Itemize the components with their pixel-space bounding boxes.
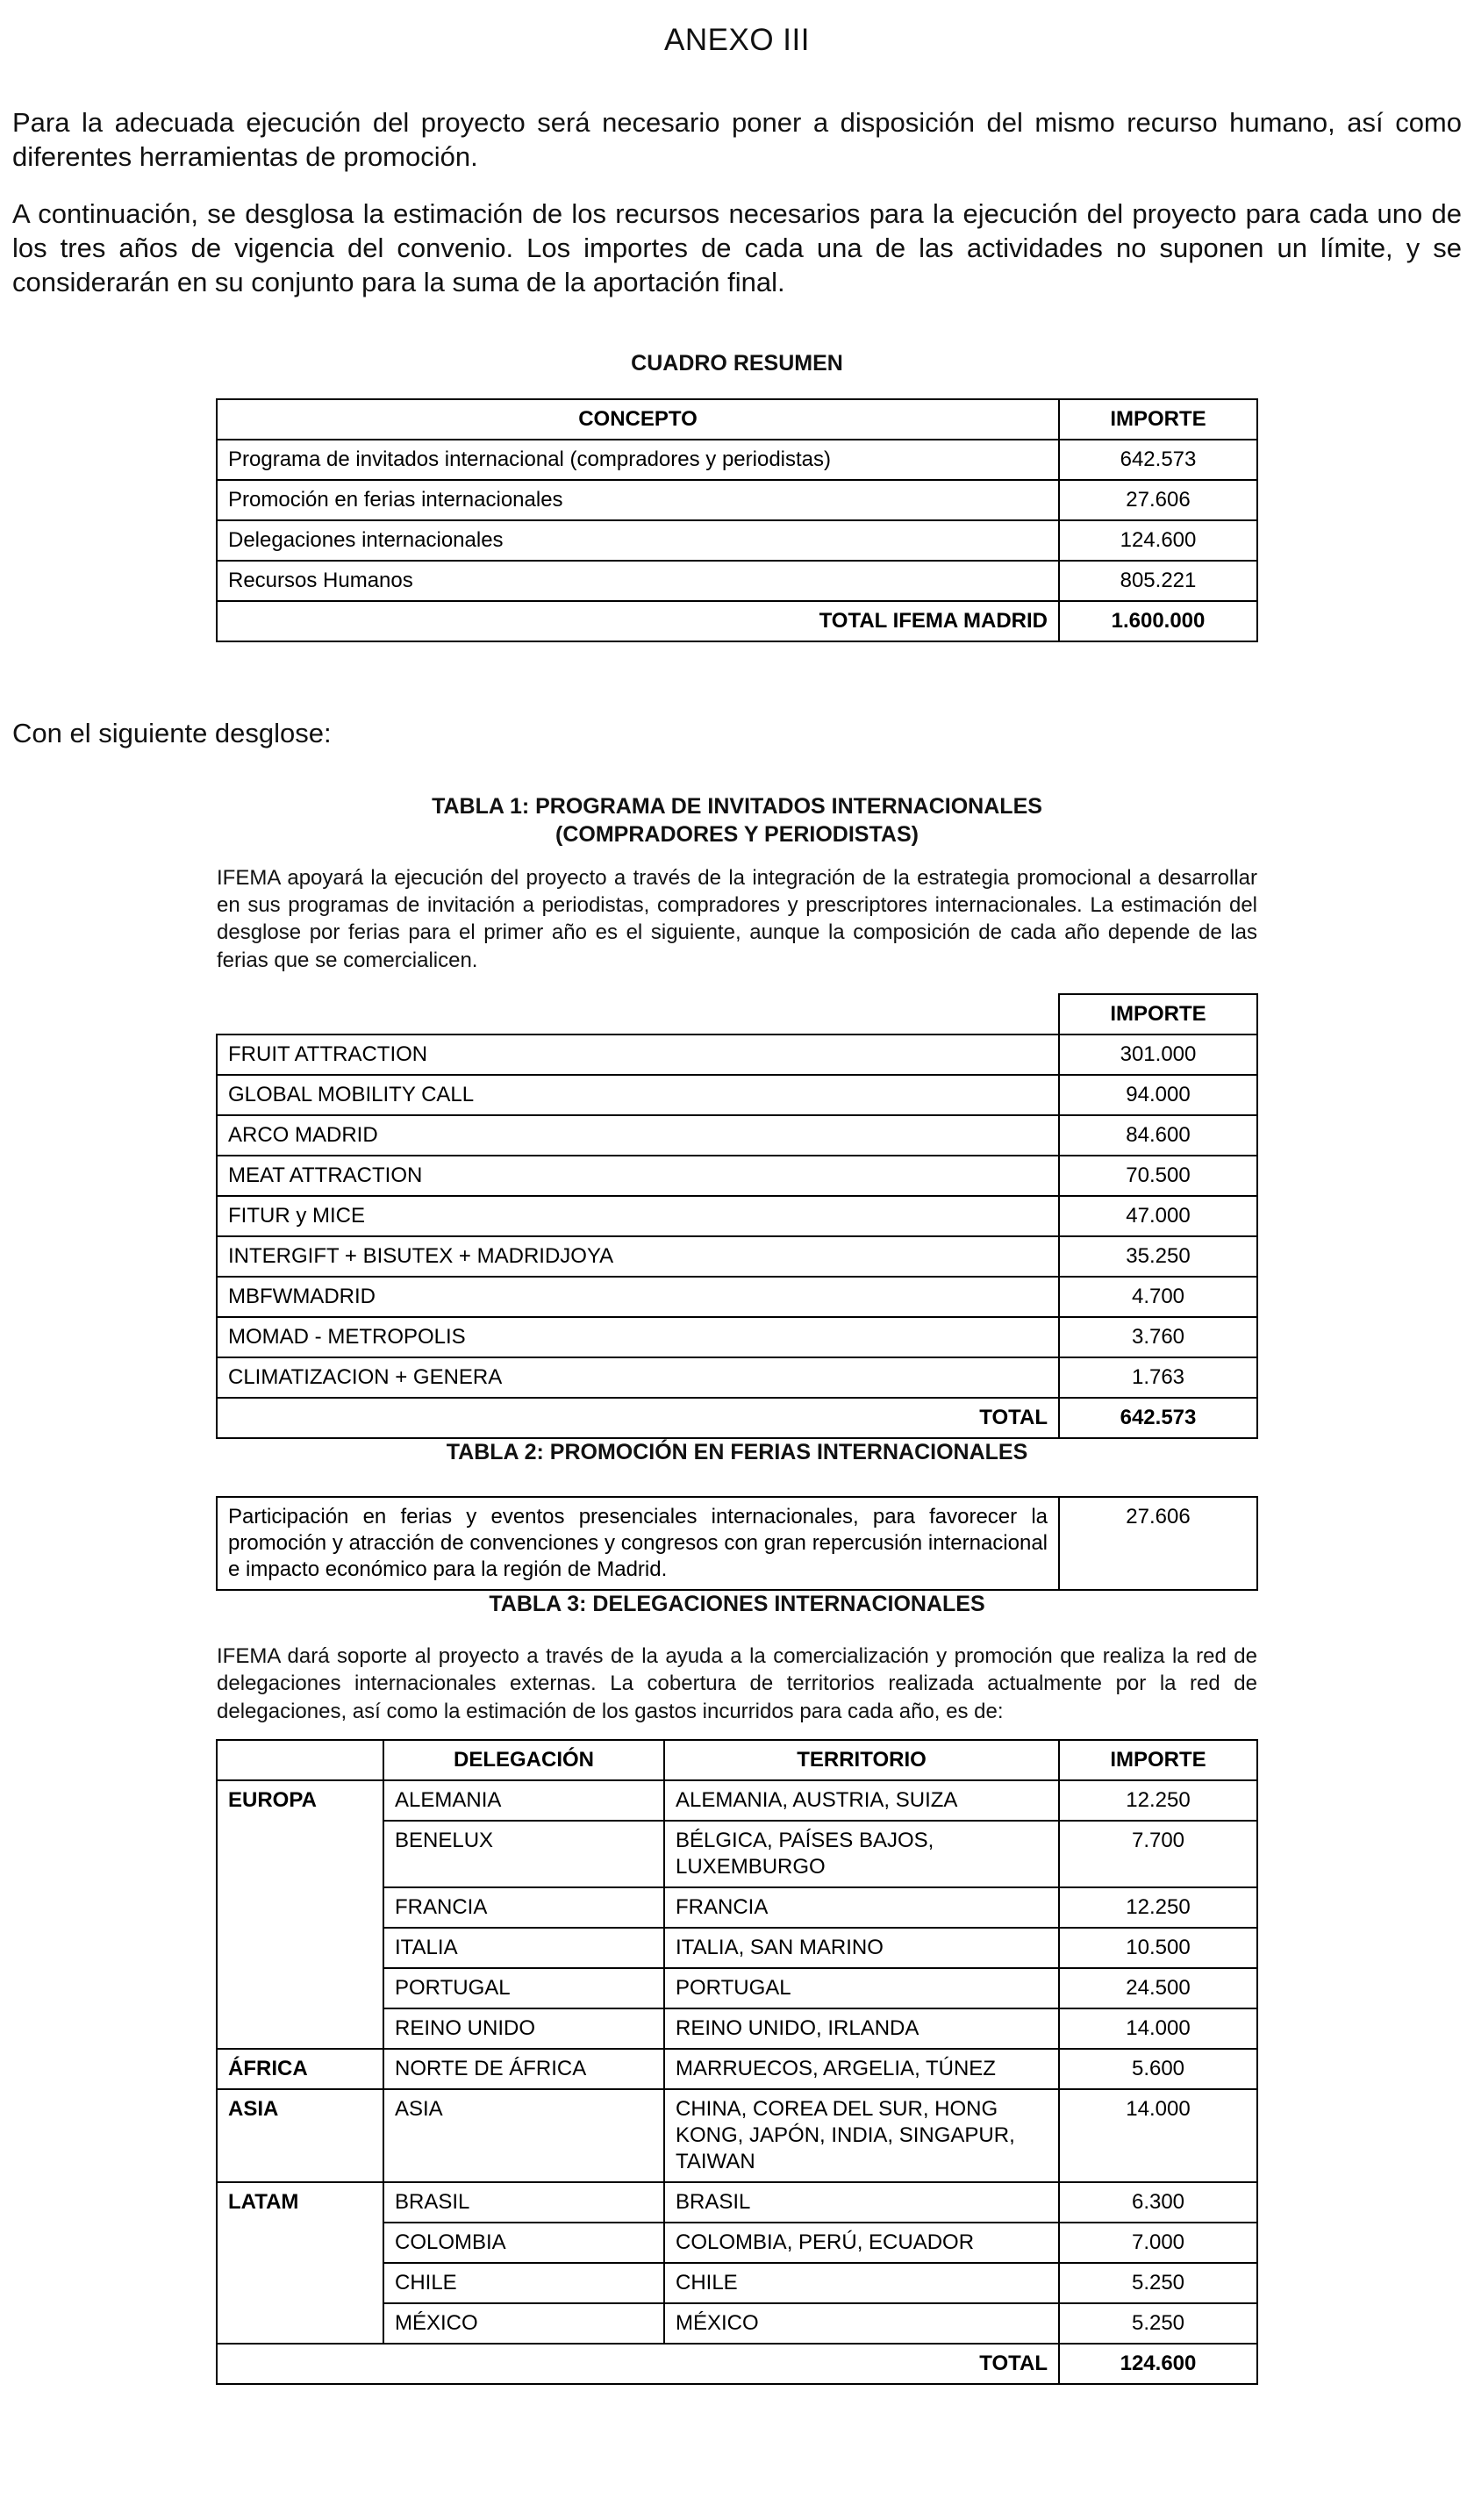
importe-cell: 10.500 bbox=[1059, 1928, 1257, 1968]
feria-cell: CLIMATIZACION + GENERA bbox=[217, 1357, 1059, 1398]
table-row bbox=[217, 440, 1257, 480]
table-row bbox=[217, 1236, 1257, 1277]
importe-cell: 7.000 bbox=[1059, 2223, 1257, 2263]
table1-total-row bbox=[217, 1398, 1257, 1438]
delegacion-cell: NORTE DE ÁFRICA bbox=[383, 2049, 664, 2089]
importe-cell: 12.250 bbox=[1059, 1780, 1257, 1821]
importe-cell: 805.221 bbox=[1059, 561, 1257, 601]
table-row bbox=[217, 1317, 1257, 1357]
delegacion-cell: PORTUGAL bbox=[383, 1968, 664, 2008]
table1-paragraph: IFEMA apoyará la ejecución del proyecto a través de la integración de la estrategia promocional a desarrollar en sus programas de invitación a periodistas, compradores y prescriptores internacionales. La estimación del desglose por ferias para el primer año es el siguiente, aunque la composición de cada año depende de las ferias que se comercialicen. bbox=[217, 865, 1257, 972]
importe-cell: 7.700 bbox=[1059, 1821, 1257, 1887]
total-value: 1.600.000 bbox=[1059, 601, 1257, 641]
table-row bbox=[217, 1497, 1257, 1590]
total-label: TOTAL bbox=[217, 2344, 1059, 2384]
table2-promocion bbox=[216, 1496, 1258, 1591]
concepto-cell: Delegaciones internacionales bbox=[217, 520, 1059, 561]
delegacion-cell: COLOMBIA bbox=[383, 2223, 664, 2263]
delegacion-cell: BRASIL bbox=[383, 2182, 664, 2223]
table-row bbox=[217, 1196, 1257, 1236]
table-row bbox=[217, 480, 1257, 520]
territorio-cell: PORTUGAL bbox=[664, 1968, 1059, 2008]
summary-table-title: CUADRO RESUMEN bbox=[631, 351, 843, 376]
importe-cell: 4.700 bbox=[1059, 1277, 1257, 1317]
table1-title-line2: (COMPRADORES Y PERIODISTAS) bbox=[555, 821, 919, 847]
territorio-cell: CHINA, COREA DEL SUR, HONG KONG, JAPÓN, INDIA, SINGAPUR, TAIWAN bbox=[664, 2089, 1059, 2182]
concepto-cell: Programa de invitados internacional (compradores y periodistas) bbox=[217, 440, 1059, 480]
territorio-cell: REINO UNIDO, IRLANDA bbox=[664, 2008, 1059, 2049]
intro-paragraph-1: Para la adecuada ejecución del proyecto será necesario poner a disposición del mismo recurso humano, así como diferentes herramientas de promoción. bbox=[12, 107, 1462, 173]
territorio-cell: BRASIL bbox=[664, 2182, 1059, 2223]
territorio-cell: MÉXICO bbox=[664, 2303, 1059, 2344]
region-cell: LATAM bbox=[217, 2182, 383, 2344]
importe-cell: 12.250 bbox=[1059, 1887, 1257, 1928]
table3-delegaciones bbox=[216, 1739, 1258, 2385]
feria-cell: MEAT ATTRACTION bbox=[217, 1156, 1059, 1196]
feria-cell: FITUR y MICE bbox=[217, 1196, 1059, 1236]
summary-header-importe: IMPORTE bbox=[1059, 399, 1257, 440]
table3-paragraph: IFEMA dará soporte al proyecto a través de la ayuda a la comercialización y promoción que realiza la red de delegaciones internacionales externas. La cobertura de territorios realizada actualmente por la red de delegaciones, así como la estimación de los gastos incurridos para cada año, es de: bbox=[217, 1644, 1257, 1723]
delegacion-cell: CHILE bbox=[383, 2263, 664, 2303]
delegacion-cell: ALEMANIA bbox=[383, 1780, 664, 1821]
delegacion-cell: ITALIA bbox=[383, 1928, 664, 1968]
table-row bbox=[217, 2049, 1257, 2089]
table1-header-importe: IMPORTE bbox=[1059, 994, 1257, 1034]
importe-cell: 70.500 bbox=[1059, 1156, 1257, 1196]
table-row bbox=[217, 1357, 1257, 1398]
territorio-cell: ITALIA, SAN MARINO bbox=[664, 1928, 1059, 1968]
summary-total-row bbox=[217, 601, 1257, 641]
page-title: ANEXO III bbox=[664, 23, 810, 57]
desglose-label: Con el siguiente desglose: bbox=[12, 718, 332, 749]
table1-header-row bbox=[217, 994, 1257, 1034]
summary-header-concepto: CONCEPTO bbox=[217, 399, 1059, 440]
importe-cell: 1.763 bbox=[1059, 1357, 1257, 1398]
importe-cell: 27.606 bbox=[1059, 480, 1257, 520]
importe-cell: 14.000 bbox=[1059, 2089, 1257, 2182]
table3-header-row bbox=[217, 1740, 1257, 1780]
table-row bbox=[217, 520, 1257, 561]
delegacion-cell: BENELUX bbox=[383, 1821, 664, 1887]
feria-cell: FRUIT ATTRACTION bbox=[217, 1034, 1059, 1075]
territorio-cell: MARRUECOS, ARGELIA, TÚNEZ bbox=[664, 2049, 1059, 2089]
total-value: 642.573 bbox=[1059, 1398, 1257, 1438]
feria-cell: ARCO MADRID bbox=[217, 1115, 1059, 1156]
importe-cell: 301.000 bbox=[1059, 1034, 1257, 1075]
table-row bbox=[217, 2089, 1257, 2182]
territorio-cell: FRANCIA bbox=[664, 1887, 1059, 1928]
importe-cell: 24.500 bbox=[1059, 1968, 1257, 2008]
delegacion-cell: REINO UNIDO bbox=[383, 2008, 664, 2049]
feria-cell: MOMAD - METROPOLIS bbox=[217, 1317, 1059, 1357]
region-cell: EUROPA bbox=[217, 1780, 383, 2049]
table-row bbox=[217, 1034, 1257, 1075]
territorio-cell: ALEMANIA, AUSTRIA, SUIZA bbox=[664, 1780, 1059, 1821]
table3-total-row bbox=[217, 2344, 1257, 2384]
region-cell: ASIA bbox=[217, 2089, 383, 2182]
importe-cell: 3.760 bbox=[1059, 1317, 1257, 1357]
intro-paragraph-2: A continuación, se desglosa la estimación de los recursos necesarios para la ejecución del proyecto para cada uno de los tres años de vigencia del convenio. Los importes de cada una de las actividades no suponen un límite, y se considerarán en su conjunto para la suma de la aportación final. bbox=[12, 198, 1462, 298]
table1-ferias bbox=[216, 993, 1258, 1439]
importe-cell: 27.606 bbox=[1059, 1497, 1257, 1590]
importe-cell: 47.000 bbox=[1059, 1196, 1257, 1236]
empty-header-cell bbox=[217, 994, 1059, 1034]
table-row bbox=[217, 1075, 1257, 1115]
importe-cell: 5.600 bbox=[1059, 2049, 1257, 2089]
importe-cell: 14.000 bbox=[1059, 2008, 1257, 2049]
total-label: TOTAL IFEMA MADRID bbox=[217, 601, 1059, 641]
summary-table bbox=[216, 398, 1258, 642]
feria-cell: MBFWMADRID bbox=[217, 1277, 1059, 1317]
importe-cell: 124.600 bbox=[1059, 520, 1257, 561]
table1-title bbox=[12, 793, 1462, 848]
promocion-text-cell: Participación en ferias y eventos presenciales internacionales, para favorecer la promoción y atracción de convenciones y congresos con gran repercusión internacional e impacto económico para la región de Madrid. bbox=[217, 1497, 1059, 1590]
table-row bbox=[217, 1115, 1257, 1156]
importe-cell: 5.250 bbox=[1059, 2303, 1257, 2344]
table-row bbox=[217, 2182, 1257, 2223]
importe-cell: 35.250 bbox=[1059, 1236, 1257, 1277]
importe-cell: 642.573 bbox=[1059, 440, 1257, 480]
territorio-cell: CHILE bbox=[664, 2263, 1059, 2303]
territorio-cell: COLOMBIA, PERÚ, ECUADOR bbox=[664, 2223, 1059, 2263]
concepto-cell: Recursos Humanos bbox=[217, 561, 1059, 601]
delegacion-cell: MÉXICO bbox=[383, 2303, 664, 2344]
empty-header-cell bbox=[217, 1740, 383, 1780]
table-row bbox=[217, 1277, 1257, 1317]
concepto-cell: Promoción en ferias internacionales bbox=[217, 480, 1059, 520]
table3-title: TABLA 3: DELEGACIONES INTERNACIONALES bbox=[489, 1591, 985, 1616]
importe-cell: 5.250 bbox=[1059, 2263, 1257, 2303]
importe-cell: 94.000 bbox=[1059, 1075, 1257, 1115]
delegacion-cell: FRANCIA bbox=[383, 1887, 664, 1928]
importe-cell: 84.600 bbox=[1059, 1115, 1257, 1156]
header-delegacion: DELEGACIÓN bbox=[383, 1740, 664, 1780]
importe-cell: 6.300 bbox=[1059, 2182, 1257, 2223]
header-importe: IMPORTE bbox=[1059, 1740, 1257, 1780]
table1-title-line1: TABLA 1: PROGRAMA DE INVITADOS INTERNACIONALES bbox=[432, 794, 1042, 820]
summary-header-row bbox=[217, 399, 1257, 440]
feria-cell: GLOBAL MOBILITY CALL bbox=[217, 1075, 1059, 1115]
table-row bbox=[217, 1780, 1257, 1821]
total-value: 124.600 bbox=[1059, 2344, 1257, 2384]
header-territorio: TERRITORIO bbox=[664, 1740, 1059, 1780]
table2-title: TABLA 2: PROMOCIÓN EN FERIAS INTERNACIONALES bbox=[446, 1439, 1028, 1464]
table-row bbox=[217, 561, 1257, 601]
region-cell: ÁFRICA bbox=[217, 2049, 383, 2089]
feria-cell: INTERGIFT + BISUTEX + MADRIDJOYA bbox=[217, 1236, 1059, 1277]
total-label: TOTAL bbox=[217, 1398, 1059, 1438]
territorio-cell: BÉLGICA, PAÍSES BAJOS, LUXEMBURGO bbox=[664, 1821, 1059, 1887]
delegacion-cell: ASIA bbox=[383, 2089, 664, 2182]
table-row bbox=[217, 1156, 1257, 1196]
